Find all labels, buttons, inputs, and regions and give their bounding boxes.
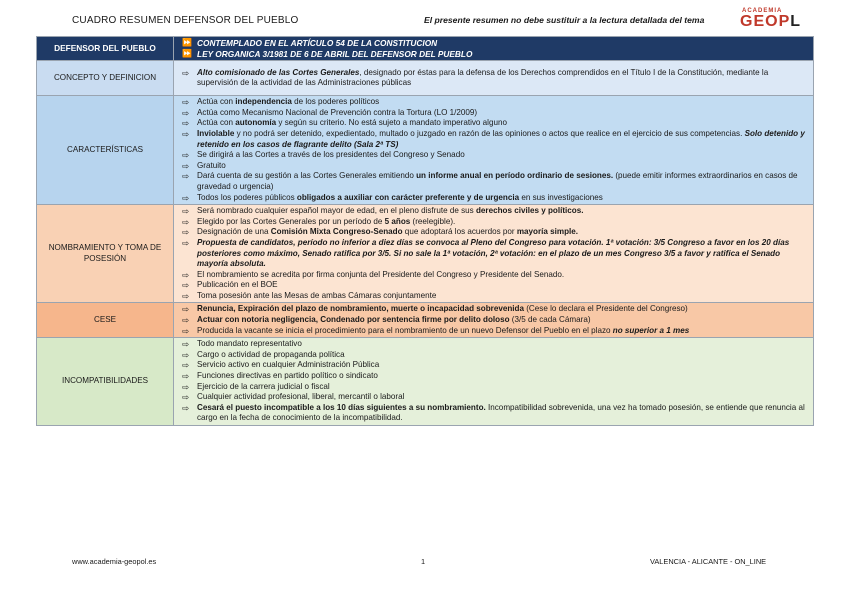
arrow-icon: ⇨ bbox=[182, 280, 190, 291]
row-label: NOMBRAMIENTO Y TOMA DE POSESIÓN bbox=[37, 205, 174, 303]
arrow-icon: ⇨ bbox=[182, 237, 190, 248]
row-nombramiento bbox=[37, 205, 814, 303]
arrow-icon: ⇨ bbox=[182, 118, 190, 129]
arrow-icon: ⇨ bbox=[182, 269, 190, 280]
arrow-icon: ⇨ bbox=[182, 107, 190, 118]
footer-url[interactable]: www.academia-geopol.es bbox=[72, 557, 157, 566]
document-title: CUADRO RESUMEN DEFENSOR DEL PUEBLO bbox=[72, 15, 299, 26]
table-header-row bbox=[37, 37, 814, 61]
arrow-icon: ⇨ bbox=[182, 206, 190, 217]
arrow-icon: ⇨ bbox=[182, 150, 190, 161]
row-content: ⇨ Todo mandato representativo ⇨ Cargo o actividad de propaganda política ⇨ Servicio activo en cualquier Administración Pública ⇨ Funciones directivas en partido político o sindicato ⇨ Ejercicio de la carrera judicial o fiscal ⇨ Cualquier actividad profesional, liberal, mercantil o laboral ⇨ Cesará el puesto incompatible a los 10 días siguientes a su nombramiento. Incompatibilidad sobrevenida, una vez ha tomado posesión, se entiende que renuncia al cargo en la fecha de conocimiento de la incompatibilidad. bbox=[174, 338, 814, 426]
double-arrow-icon: ⏩ bbox=[182, 38, 192, 47]
arrow-icon: ⇨ bbox=[182, 325, 190, 336]
arrow-icon: ⇨ bbox=[182, 227, 190, 238]
arrow-icon: ⇨ bbox=[182, 371, 190, 382]
footer-locations: VALENCIA - ALICANTE - ON_LINE bbox=[650, 557, 767, 566]
row-label: INCOMPATIBILIDADES bbox=[37, 338, 174, 426]
arrow-icon: ⇨ bbox=[182, 392, 190, 403]
arrow-icon: ⇨ bbox=[182, 97, 190, 108]
row-label: CONCEPTO Y DEFINICION bbox=[37, 61, 174, 96]
summary-table bbox=[36, 36, 814, 426]
arrow-icon: ⇨ bbox=[182, 67, 190, 78]
arrow-icon: ⇨ bbox=[182, 171, 190, 182]
row-label: CESE bbox=[37, 303, 174, 338]
row-content: ⇨ Alto comisionado de las Cortes Generales, designado por éstas para la defensa de los Derechos comprendidos en el Título I de la Constitución, mediante la supervisión de la actividad de las Administraciones públicas bbox=[174, 61, 814, 96]
row-content: ⇨ Renuncia, Expiración del plazo de nombramiento, muerte o incapacidad sobrevenida (Cese lo declara el Presidente del Congreso) ⇨ Actuar con notoria negligencia, Condenado por sentencia firme por delito doloso (3/5 de cada Cámara) ⇨ Producida la vacante se inicia el procedimiento para el nombramiento de un nuevo Defensor del Pueblo en el plazo no superior a 1 mes bbox=[174, 303, 814, 338]
header-notice: El presente resumen no debe sustituir a la lectura detallada del tema bbox=[424, 15, 705, 25]
academy-logo: ACADEMIA GEOPL bbox=[740, 8, 802, 30]
arrow-icon: ⇨ bbox=[182, 160, 190, 171]
arrow-icon: ⇨ bbox=[182, 360, 190, 371]
arrow-icon: ⇨ bbox=[182, 381, 190, 392]
arrow-icon: ⇨ bbox=[182, 315, 190, 326]
arrow-icon: ⇨ bbox=[182, 304, 190, 315]
header-content: ⏩ CONTEMPLADO EN EL ARTÍCULO 54 DE LA CONSTITUCION ⏩ LEY ORGANICA 3/1981 DE 6 DE ABRIL DEL DEFENSOR DEL PUEBLO bbox=[174, 37, 814, 61]
page-number: 1 bbox=[421, 557, 426, 566]
double-arrow-icon: ⏩ bbox=[182, 48, 192, 58]
arrow-icon: ⇨ bbox=[182, 192, 190, 203]
row-incompatibilidades bbox=[37, 338, 814, 426]
arrow-icon: ⇨ bbox=[182, 339, 190, 350]
row-content: ⇨ Actúa con independencia de los poderes políticos ⇨ Actúa como Mecanismo Nacional de Prevención contra la Tortura (LO 1/2009) ⇨ Actúa con autonomía y según su criterio. No está sujeto a mandato imperativo alguno ⇨ Inviolable y no podrá ser detenido, expedientado, multado o juzgado en razón de las opiniones o actos que realice en el ejercicio de sus competencias. Solo detenido y retenido en los casos de flagrante delito (Sala 2ª TS) ⇨ Se dirigirá a las Cortes a través de los presidentes del Congreso y Senado ⇨ Gratuito ⇨ Dará cuenta de su gestión a las Cortes Generales emitiendo un informe anual en período ordinario de sesiones. (puede emitir informes extraordinarios en casos de gravedad o urgencia) ⇨ Todos los poderes públicos obligados a auxiliar con carácter preferente y de urgencia en sus investigaciones bbox=[174, 96, 814, 205]
row-cese bbox=[37, 303, 814, 338]
row-label: CARACTERÍSTICAS bbox=[37, 96, 174, 205]
row-concepto bbox=[37, 61, 814, 96]
arrow-icon: ⇨ bbox=[182, 128, 190, 139]
arrow-icon: ⇨ bbox=[182, 216, 190, 227]
arrow-icon: ⇨ bbox=[182, 290, 190, 301]
arrow-icon: ⇨ bbox=[182, 349, 190, 360]
row-content: ⇨ Será nombrado cualquier español mayor de edad, en el pleno disfrute de sus derechos civiles y políticos. ⇨ Elegido por las Cortes Generales por un período de 5 años (reelegible). ⇨ Designación de una Comisión Mixta Congreso-Senado que adoptará los acuerdos por mayoría simple. ⇨ Propuesta de candidatos, período no inferior a diez días se convoca al Pleno del Congreso para votación. 1ª votación: 3/5 Congreso a favor en los 20 días posteriores como máximo, Senado ratifica por 3/5. Si no sale la 1ª votación, 2ª votación: en el plazo de un mes Congreso 3/5 a favor y ratifica el Senado mayoría absoluta. ⇨ El nombramiento se acredita por firma conjunta del Presidente del Congreso y Presidente del Senado. ⇨ Publicación en el BOE ⇨ Toma posesión ante las Mesas de ambas Cámaras conjuntamente bbox=[174, 205, 814, 303]
arrow-icon: ⇨ bbox=[182, 402, 190, 413]
header-label: DEFENSOR DEL PUEBLO bbox=[37, 37, 174, 61]
row-caracteristicas bbox=[37, 96, 814, 205]
